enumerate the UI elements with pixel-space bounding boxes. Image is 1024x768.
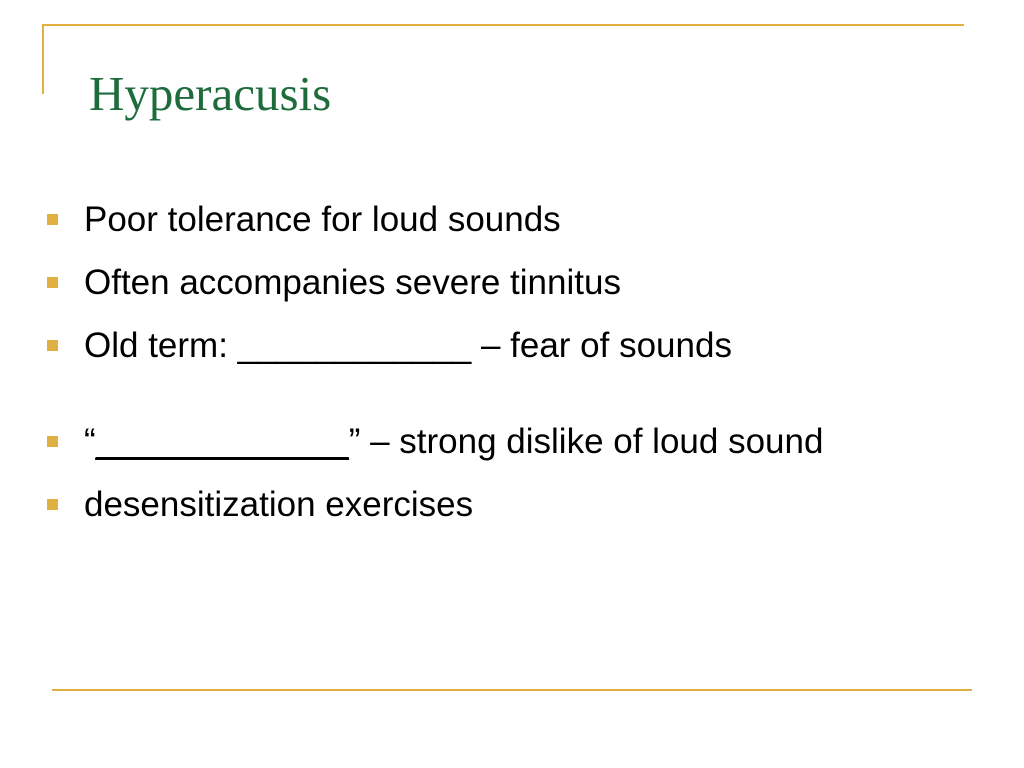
bullet-item [44, 259, 924, 307]
bullet-text: Poor tolerance for loud sounds [84, 200, 561, 239]
square-bullet-icon [47, 277, 58, 288]
bullet-text: Old term: ____________ – fear of sounds [84, 326, 732, 365]
frame-top-line [42, 24, 964, 26]
frame-left-line [42, 24, 44, 94]
bullet-text: ” – strong dislike of loud sound [348, 422, 824, 461]
bullet-item [44, 481, 924, 529]
bullet-text: Often accompanies severe tinnitus [84, 263, 621, 302]
square-bullet-icon [47, 436, 58, 447]
square-bullet-icon [47, 340, 58, 351]
bullet-list [44, 196, 924, 544]
bullet-text: desensitization exercises [84, 485, 474, 524]
square-bullet-icon [47, 499, 58, 510]
frame-bottom-line [52, 689, 972, 691]
fill-in-blank: _____________ [95, 422, 349, 461]
square-bullet-icon [47, 214, 58, 225]
bullet-open-quote: “ [84, 422, 96, 461]
bullet-item [44, 322, 924, 370]
slide-title: Hyperacusis [89, 66, 332, 121]
bullet-item [44, 196, 924, 244]
bullet-item [44, 418, 924, 466]
